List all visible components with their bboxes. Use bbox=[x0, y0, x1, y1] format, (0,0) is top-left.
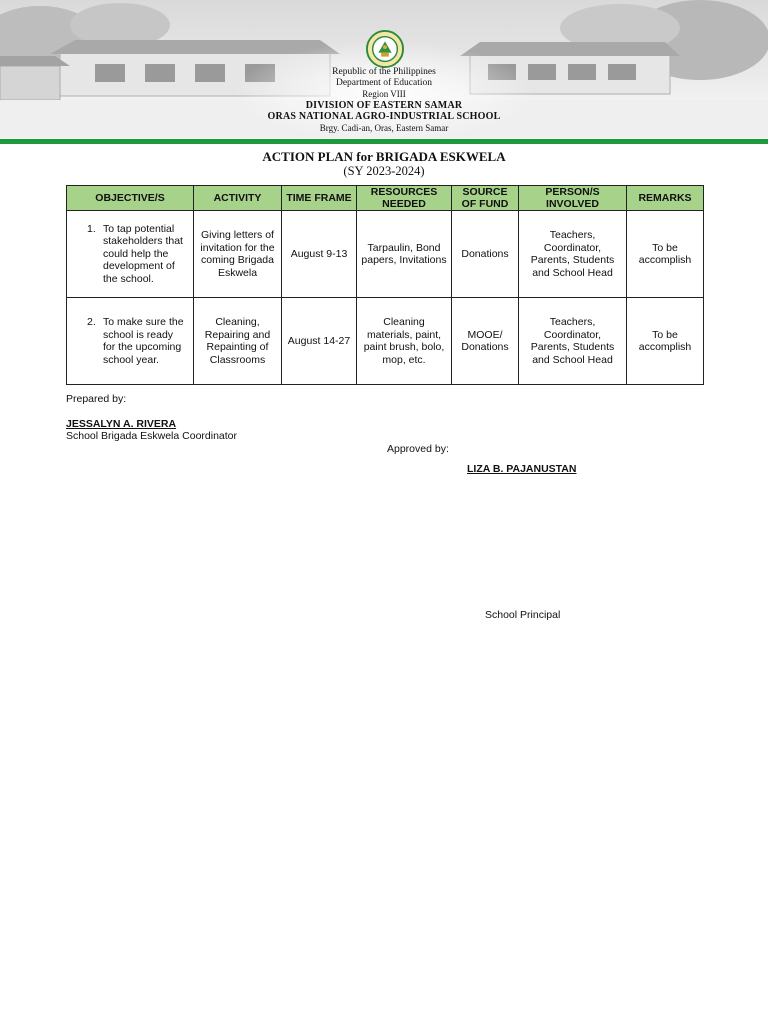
prepared-by-title: School Brigada Eskwela Coordinator bbox=[66, 430, 238, 442]
persons-involved-cell: Teachers, Coordinator, Parents, Students and School Head bbox=[519, 298, 627, 385]
activity-cell: Cleaning, Repairing and Repainting of Classrooms bbox=[194, 298, 282, 385]
objective-cell bbox=[67, 298, 194, 385]
objective-text: To make sure the school is ready for the upcoming school year. bbox=[103, 316, 184, 366]
department-line: Department of Education bbox=[335, 78, 433, 88]
remarks-cell: To be accomplish bbox=[627, 298, 704, 385]
header-resources-needed: RESOURCES NEEDED bbox=[357, 186, 452, 211]
header-remarks: REMARKS bbox=[627, 186, 704, 211]
address-line: Brgy. Cadi-an, Oras, Eastern Samar bbox=[319, 123, 449, 133]
deped-seal-icon bbox=[366, 30, 404, 68]
table-header-row bbox=[67, 186, 704, 211]
region-line: Region VIII bbox=[362, 89, 406, 99]
header-persons-involved: PERSON/S INVOLVED bbox=[519, 186, 627, 211]
prepared-by-label: Prepared by: bbox=[66, 393, 127, 405]
letterhead bbox=[0, 0, 768, 146]
approved-by-label: Approved by: bbox=[387, 443, 449, 455]
time-frame-cell: August 14-27 bbox=[282, 298, 357, 385]
source-of-fund-cell: Donations bbox=[452, 211, 519, 298]
approved-by-title: School Principal bbox=[485, 609, 561, 621]
source-of-fund-cell: MOOE/ Donations bbox=[452, 298, 519, 385]
division-line: DIVISION OF EASTERN SAMAR bbox=[305, 100, 463, 111]
resources-cell: Tarpaulin, Bond papers, Invitations bbox=[357, 211, 452, 298]
table-row bbox=[67, 298, 704, 385]
header-objectives: OBJECTIVE/S bbox=[67, 186, 194, 211]
resources-cell: Cleaning materials, paint, paint brush, bolo, mop, etc. bbox=[357, 298, 452, 385]
time-frame-cell: August 9-13 bbox=[282, 211, 357, 298]
activity-cell: Giving letters of invitation for the coming Brigada Eskwela bbox=[194, 211, 282, 298]
table-row bbox=[67, 211, 704, 298]
republic-line: Republic of the Philippines bbox=[332, 67, 436, 77]
header-source-of-fund: SOURCE OF FUND bbox=[452, 186, 519, 211]
objective-cell bbox=[67, 211, 194, 298]
page-title: ACTION PLAN for BRIGADA ESKWELA bbox=[262, 149, 506, 164]
prepared-by-name: JESSALYN A. RIVERA bbox=[66, 418, 177, 430]
school-name-line: ORAS NATIONAL AGRO-INDUSTRIAL SCHOOL bbox=[267, 111, 501, 122]
school-year: (SY 2023-2024) bbox=[343, 164, 425, 178]
action-plan-table bbox=[66, 185, 704, 385]
green-divider bbox=[0, 139, 768, 144]
header-activity: ACTIVITY bbox=[194, 186, 282, 211]
objective-text: To tap potential stakeholders that could help the development of the school. bbox=[103, 222, 183, 285]
objective-number: 1. bbox=[87, 222, 96, 235]
persons-involved-cell: Teachers, Coordinator, Parents, Students and School Head bbox=[519, 211, 627, 298]
objective-number: 2. bbox=[87, 316, 96, 328]
approved-by-name: LIZA B. PAJANUSTAN bbox=[467, 463, 577, 475]
remarks-cell: To be accomplish bbox=[627, 211, 704, 298]
header-time-frame: TIME FRAME bbox=[282, 186, 357, 211]
